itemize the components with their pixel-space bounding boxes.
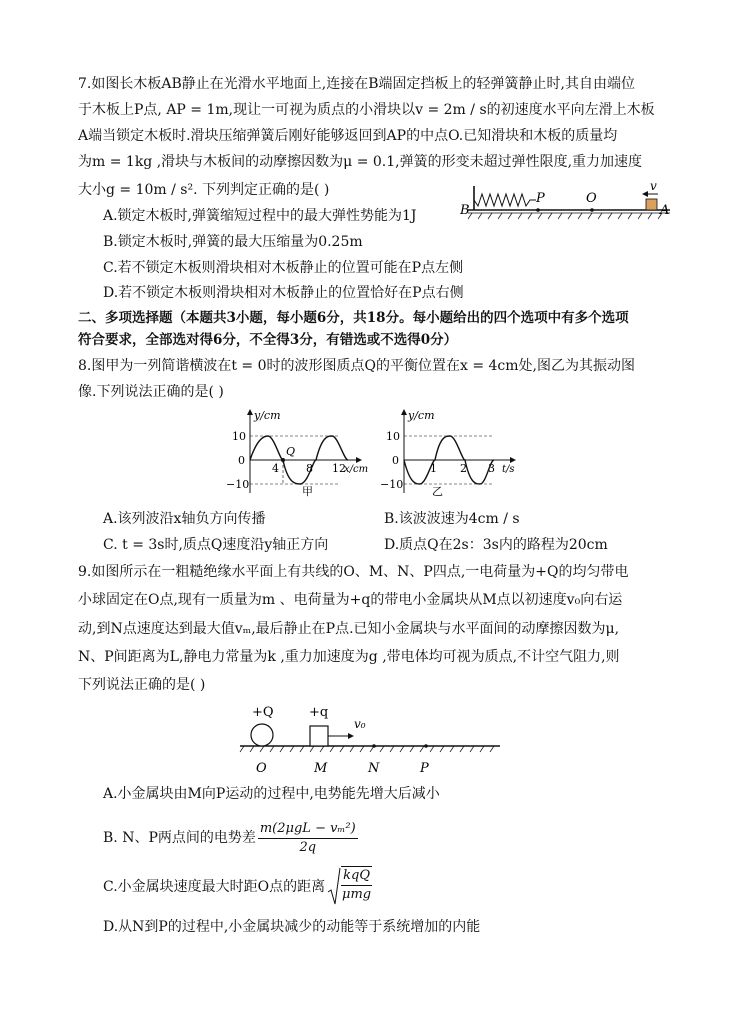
q9-label-v0: v₀ bbox=[354, 717, 366, 731]
q8-jia-caption: 甲 bbox=[302, 485, 313, 498]
q9-option-c-denominator: μmg bbox=[342, 887, 372, 902]
q9-option-b-text: B. N、P两点间的电势差 bbox=[103, 830, 256, 846]
q8-jia-xtick-8: 8 bbox=[306, 462, 313, 475]
q9-option-d: D.从N到P的过程中,小金属块减少的动能等于系统增加的内能 bbox=[103, 919, 481, 935]
q8-vibration-graph-yi bbox=[372, 405, 522, 500]
q8-yi-ytick-10: 10 bbox=[386, 430, 400, 443]
q9-option-b bbox=[103, 818, 358, 858]
q9-option-a: A.小金属块由M向P运动的过程中,电势能先增大后减小 bbox=[103, 786, 440, 802]
q9-option-c-fraction bbox=[341, 866, 372, 904]
q8-yi-ytick-0: 0 bbox=[392, 454, 399, 467]
q9-sqrt-sign bbox=[327, 866, 341, 908]
q9-option-c bbox=[103, 866, 372, 908]
q7-label-B: B bbox=[460, 203, 470, 218]
q9-line-3: 动,到N点速度达到最大值vₘ,最后静止在P点.已知小金属块与水平面间的动摩擦因数为μ, bbox=[78, 621, 620, 637]
q8-yi-xtick-1: 1 bbox=[430, 462, 437, 475]
q9-option-b-numerator: m(2μgL − vₘ²) bbox=[258, 820, 358, 839]
q7-option-a: A.锁定木板时,弹簧缩短过程中的最大弹性势能为1J bbox=[103, 208, 417, 224]
q9-label-P: P bbox=[420, 761, 429, 776]
q9-label-M: M bbox=[314, 761, 328, 776]
q8-wave-graph-jia bbox=[218, 405, 368, 500]
q9-option-c-numerator: kqQ bbox=[341, 867, 372, 886]
q8-jia-ylabel: y/cm bbox=[254, 409, 281, 422]
q7-label-A: A bbox=[660, 203, 670, 218]
q9-option-b-fraction bbox=[258, 820, 358, 857]
q8-option-b: B.该波波速为4cm / s bbox=[384, 511, 520, 527]
q9-line-1: 9.如图所示在一粗糙绝缘水平面上有共线的O、M、N、P四点,一电荷量为+Q的均匀带电 bbox=[78, 564, 629, 580]
q8-yi-ytick-neg10: −10 bbox=[380, 478, 404, 491]
q9-line-5: 下列说法正确的是( ) bbox=[78, 677, 206, 693]
q8-yi-xtick-3: 3 bbox=[488, 462, 495, 475]
section2-heading-line-2: 符合要求，全部选对得6分，不全得3分，有错选或不选得0分） bbox=[78, 332, 458, 348]
q8-option-d: D.质点Q在2s：3s内的路程为20cm bbox=[384, 537, 608, 553]
q7-option-c: C.若不锁定木板则滑块相对木板静止的位置可能在P点左侧 bbox=[103, 260, 464, 276]
q7-label-O: O bbox=[586, 191, 597, 206]
q9-line-4: N、P间距离为L,静电力常量为k ,重力加速度为g ,带电体均可视为质点,不计空气阻力,则 bbox=[78, 649, 620, 665]
q8-yi-xlabel: t/s bbox=[502, 464, 515, 475]
q9-label-N: N bbox=[368, 761, 380, 776]
q8-jia-xtick-12: 12 bbox=[332, 462, 346, 475]
q8-jia-point-q: Q bbox=[286, 445, 296, 458]
q7-line-3: A端当锁定木板时.滑块压缩弹簧后刚好能够返回到AP的中点O.已知滑块和木板的质量均 bbox=[78, 128, 618, 144]
q9-option-b-denominator: 2q bbox=[299, 839, 317, 855]
q7-label-v: v bbox=[650, 179, 657, 193]
q8-yi-xtick-2: 2 bbox=[460, 462, 467, 475]
q9-label-O: O bbox=[256, 761, 267, 776]
q8-jia-ytick-10: 10 bbox=[232, 430, 246, 443]
q8-jia-xlabel: x/cm bbox=[344, 464, 368, 475]
q8-yi-caption: 乙 bbox=[432, 485, 443, 498]
q7-option-b: B.锁定木板时,弹簧的最大压缩量为0.25m bbox=[103, 234, 363, 250]
q8-jia-ytick-neg10: −10 bbox=[226, 478, 250, 491]
q8-line-2: 像.下列说法正确的是( ) bbox=[78, 384, 224, 400]
q9-option-c-text: C.小金属块速度最大时距O点的距离 bbox=[103, 879, 326, 895]
q9-metal-block bbox=[310, 726, 328, 746]
q9-label-plus-q: +q bbox=[309, 705, 329, 720]
q7-line-4: 为m = 1kg ,滑块与木板间的动摩擦因数为μ = 0.1,弹簧的形变未超过弹性限度,重力加速度 bbox=[78, 154, 643, 170]
q9-charges-figure bbox=[236, 700, 506, 780]
q7-label-P: P bbox=[536, 191, 545, 206]
q7-line-5: 大小g = 10m / s². 下列判定正确的是( ) bbox=[78, 182, 330, 198]
q9-label-plus-Q: +Q bbox=[252, 705, 274, 720]
q8-option-a: A.该列波沿x轴负方向传播 bbox=[103, 511, 266, 527]
q7-option-d: D.若不锁定木板则滑块相对木板静止的位置恰好在P点右侧 bbox=[103, 285, 464, 301]
q7-line-1: 7.如图长木板AB静止在光滑水平地面上,连接在B端固定挡板上的轻弹簧静止时,其自由端位 bbox=[78, 76, 635, 92]
q9-line-2: 小球固定在O点,现有一质量为m 、电荷量为+q的带电小金属块从M点以初速度v₀向右运 bbox=[78, 592, 623, 608]
section2-heading-line-1: 二、多项选择题（本题共3小题，每小题6分，共18分。每小题给出的四个选项中有多个选项 bbox=[78, 310, 629, 326]
q8-option-c: C. t = 3s时,质点Q速度沿y轴正方向 bbox=[103, 537, 329, 553]
q8-line-1: 8.图甲为一列简谐横波在t = 0时的波形图质点Q的平衡位置在x = 4cm处,图乙为其振动图 bbox=[78, 358, 635, 374]
q7-board-spring-figure bbox=[448, 176, 678, 220]
q9-charged-ball bbox=[251, 724, 273, 746]
q8-jia-xtick-4: 4 bbox=[272, 462, 279, 475]
q7-slider-block bbox=[646, 199, 657, 210]
q7-line-2: 于木板上P点, AP = 1m,现让一可视为质点的小滑块以v = 2m / s的初速度水平向左滑上木板 bbox=[78, 102, 655, 118]
q8-jia-ytick-0: 0 bbox=[238, 454, 245, 467]
q8-yi-ylabel: y/cm bbox=[408, 409, 435, 422]
